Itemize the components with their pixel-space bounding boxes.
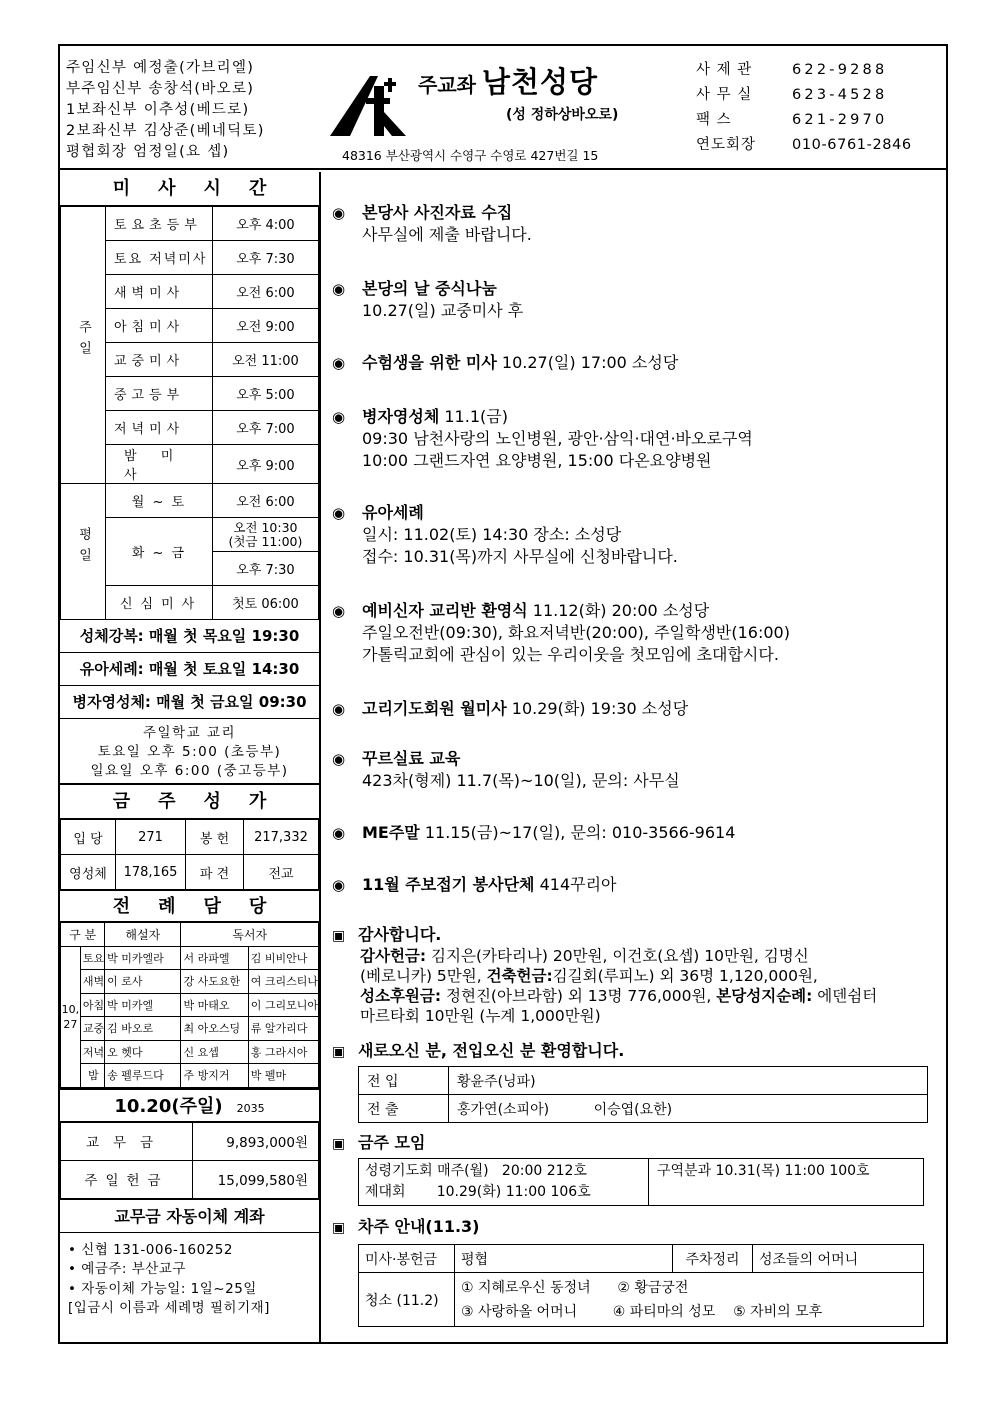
bullet-icon: ◉ — [332, 204, 346, 222]
clergy-row: 평협회장 엄정일(요 셉) — [66, 144, 230, 160]
bullet-icon: ◉ — [332, 876, 346, 894]
square-bullet-icon: ▣ — [332, 1044, 346, 1060]
bullet-icon: ◉ — [332, 408, 346, 426]
finance-table — [60, 1122, 319, 1199]
table-row: 평일 월 ~ 토 오전 6:00 — [61, 484, 319, 518]
table-row: 저녁 오 헷다 신 요셉 홍 그라시아 — [61, 1040, 319, 1064]
table-row: 주일 토요초등부 오후 4:00 — [61, 207, 319, 241]
sunday-school-info: 주일학교 교리 토요일 오후 5:00 (초등부) 일요일 오후 6:00 (중고등부) — [60, 719, 319, 785]
hymns-title: 금주성가 — [60, 785, 319, 819]
clergy-row: 1보좌신부 이추성(베드로) — [66, 102, 250, 118]
liturgy-duty-table — [60, 922, 319, 1088]
finance-date: 10.20(주일) 2035 — [60, 1088, 319, 1122]
table-row: 아침 박 미카엘 박 마태오 이 그리모니아 — [61, 993, 319, 1017]
table-row: 토요 저녁미사 오후 7:30 — [61, 241, 319, 275]
bullet-icon: ◉ — [332, 750, 346, 768]
table-row: 화 ~ 금 오전 10:30 (첫금 11:00) — [61, 518, 319, 552]
table-row: 새벽미사 오전 6:00 — [61, 275, 319, 309]
contact-list — [696, 58, 912, 158]
church-title: 주교좌 남천성당 — [418, 65, 599, 99]
table-row: 밤 송 펠루드다 주 방지거 박 펠마 — [61, 1064, 319, 1088]
clergy-row: 주임신부 예정출(가브리엘) — [66, 60, 255, 76]
bulletin-page — [58, 44, 948, 1344]
account-info: • 신협 131-006-160252 • 예금주: 부산교구 • 자동이체 가능일: 1일~25일 [입금시 이름과 세례명 필히기재] — [68, 1241, 270, 1316]
table-row: 전 출 홍가연(소피아) 이승엽(요한) — [359, 1095, 928, 1123]
notice-item: ◉ 병자영성체 11.1(금) 09:30 남천사랑의 노인병원, 광안·삼익·대연·바오로구역 10:00 그랜드자연 요양병원, 15:00 다온요양병원 — [332, 407, 753, 470]
left-column — [60, 172, 321, 1342]
notice-item: ◉ 예비신자 교리반 환영식 11.12(화) 20:00 소성당 주일오전반(09:30), 화요저녁반(20:00), 주일학생반(16:00) 가톨릭교회에 관심이 있는 우리이웃을 첫모임에 초대합시다. — [332, 601, 790, 664]
clergy-row: 2보좌신부 김상준(베네딕토) — [66, 123, 265, 139]
table-row: 전 입 황윤주(닝파) — [359, 1067, 928, 1095]
notice-item: ◉ 본당의 날 중식나눔 10.27(일) 교중미사 후 — [332, 279, 524, 320]
square-bullet-icon: ▣ — [332, 1220, 346, 1236]
table-row: 오후 7:30 — [61, 552, 319, 586]
infant-baptism-line: 유아세례: 매월 첫 토요일 14:30 — [60, 653, 319, 686]
table-row: 구 분 해설자 독서자 — [61, 923, 319, 947]
bullet-icon: ◉ — [332, 700, 346, 718]
church-address: 48316 부산광역시 수영구 수영로 427번길 15 — [342, 148, 599, 163]
table-row: 새벽 이 로사 강 사도요한 여 크리스티나 — [61, 970, 319, 994]
next-week-table — [358, 1244, 924, 1327]
benediction-line: 성체강복: 매월 첫 목요일 19:30 — [60, 620, 319, 653]
notice-item: ◉ 11월 주보접기 봉사단체 414꾸리아 — [332, 875, 617, 894]
hymns-table — [60, 819, 319, 890]
bulletin-header — [60, 46, 946, 170]
square-bullet-icon: ▣ — [332, 928, 346, 944]
mass-times-title: 미사시간 — [60, 172, 319, 206]
table-row: 아침미사 오전 9:00 — [61, 309, 319, 343]
notice-item: ◉ 수험생을 위한 미사 10.27(일) 17:00 소성당 — [332, 353, 679, 372]
bullet-icon: ◉ — [332, 280, 346, 298]
welcome-table — [358, 1066, 928, 1123]
bullet-icon: ◉ — [332, 504, 346, 522]
notice-item: ◉ 유아세례 일시: 11.02(토) 14:30 장소: 소성당 접수: 10.31(목)까지 사무실에 신청바랍니다. — [332, 503, 678, 566]
table-row: 입 당 271 봉 헌 217,332 — [61, 820, 319, 855]
sick-communion-line: 병자영성체: 매월 첫 금요일 09:30 — [60, 686, 319, 719]
table-row: 10, 27 토요 박 미카엘라 서 라파엘 김 비비안나 — [61, 946, 319, 970]
thanks-body: 감사헌금: 김지은(카타리나) 20만원, 이건호(요셉) 10만원, 김명신 (베로니카) 5만원, 건축헌금:김길회(루피노) 외 36명 1,120,000원, 성소후원금: 정현진(아브라함) 외 13명 776,000원, 본당성지순례: 에덴쉼터 마르타회 10만원 (누계 1,000만원) — [360, 947, 878, 1025]
weekday-label: 평일 — [61, 484, 106, 620]
table-row: 교무금 9,893,000원 — [61, 1122, 319, 1160]
table-row: 신심미사 첫토 06:00 — [61, 586, 319, 620]
bullet-icon: ◉ — [332, 354, 346, 372]
welcome-title: ▣ 새로오신 분, 전입오신 분 환영합니다. — [332, 1040, 624, 1063]
next-week-title: ▣ 차주 안내(11.3) — [332, 1216, 480, 1239]
contact-row: 연도회장 010-6761-2846 — [696, 137, 912, 153]
notice-item: ◉ 본당사 사진자료 수집 사무실에 제출 바랍니다. — [332, 203, 532, 244]
church-logo-icon — [330, 68, 410, 136]
account-title: 교무금 자동이체 계좌 — [60, 1199, 319, 1233]
square-bullet-icon: ▣ — [332, 1136, 346, 1152]
table-row: 주일헌금 15,099,580원 — [61, 1160, 319, 1198]
contact-row: 사 제 관 622-9288 — [696, 62, 888, 78]
clergy-row: 부주임신부 송창석(바오로) — [66, 81, 255, 97]
mass-times-table — [60, 206, 319, 620]
table-row: 중고등부 오후 5:00 — [61, 377, 319, 411]
contact-row: 팩 스 621-2970 — [696, 112, 888, 128]
bullet-icon: ◉ — [332, 824, 346, 842]
meetings-title: ▣ 금주 모임 — [332, 1132, 425, 1155]
sunday-label: 주일 — [61, 207, 106, 484]
table-row: 저녁미사 오후 7:00 — [61, 411, 319, 445]
liturgy-duty-title: 전례담당 — [60, 890, 319, 922]
table-row: 교중미사 오전 11:00 — [61, 343, 319, 377]
church-subtitle: (성 정하상바오로) — [506, 107, 619, 123]
table-row: 미사·봉헌금 평협 주차정리 성조들의 어머니 — [359, 1245, 924, 1273]
table-row: 청소 (11.2) ① 지혜로우신 동정녀 ② 황금궁전 ③ 사랑하올 어머니 ④ 파티마의 성모 ⑤ 자비의 모후 — [359, 1273, 924, 1327]
contact-row: 사 무 실 623-4528 — [696, 87, 888, 103]
bullet-icon: ◉ — [332, 602, 346, 620]
notice-item: ◉ 꾸르실료 교육 423차(형제) 11.7(목)~10(일), 문의: 사무실 — [332, 749, 680, 790]
notice-item: ◉ ME주말 11.15(금)~17(일), 문의: 010-3566-9614 — [332, 823, 736, 842]
table-row: 교중 김 바오로 최 아오스딩 류 알가리다 — [61, 1017, 319, 1041]
table-row: 밤 미 사 오후 9:00 — [61, 445, 319, 484]
meetings-box: 성령기도회 매주(월) 20:00 212호 제대회 10.29(화) 11:00 106호 구역분과 10.31(목) 11:00 100호 — [358, 1158, 924, 1206]
notice-item: ◉ 고리기도회원 월미사 10.29(화) 19:30 소성당 — [332, 699, 689, 718]
thanks-title: ▣ 감사합니다. — [332, 924, 441, 947]
clergy-list — [66, 58, 265, 163]
table-row: 영성체 178,165 파 견 전교 — [61, 855, 319, 890]
